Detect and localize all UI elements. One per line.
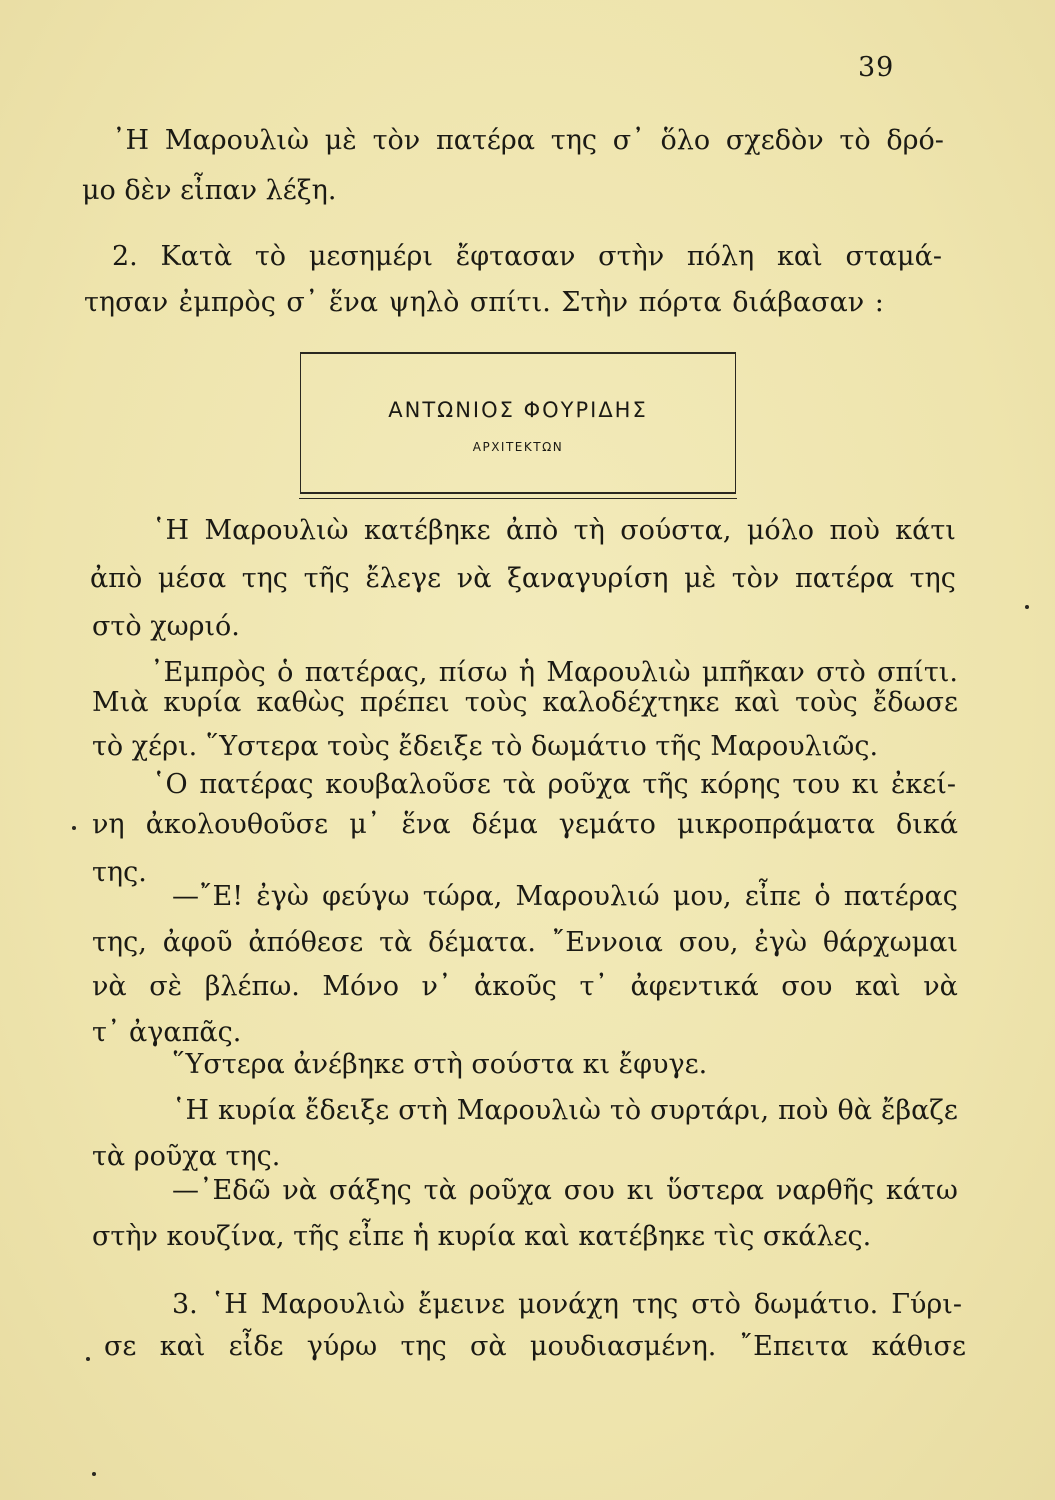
text-line [92, 926, 958, 960]
word: Μιὰ [92, 687, 149, 718]
word: τὰ [502, 769, 536, 800]
text-line [92, 610, 240, 644]
word: Μαρουλιὼ [164, 125, 309, 156]
text-line [82, 174, 336, 208]
word: σούστα, [620, 515, 732, 546]
word: ἔμεινε [417, 1289, 505, 1320]
word: εἶπε [744, 881, 802, 912]
word: ἐγὼ [754, 927, 807, 958]
word: καὶ [734, 687, 781, 718]
word: καὶ [776, 241, 823, 272]
word: σου [563, 1175, 615, 1206]
word: πατέρα [794, 563, 894, 594]
word: τὸν [372, 125, 421, 156]
word: ῾Η [152, 515, 190, 546]
word: δικά [896, 809, 958, 840]
word: της [909, 563, 956, 594]
word: σε [104, 1331, 137, 1362]
word: τῆς [642, 769, 689, 800]
sign-name: ΑΝΤΩΝΙΟΣ ΦΟΥΡΙΔΗΣ [388, 398, 648, 422]
text-line [92, 856, 147, 890]
word: ποὺ [778, 1095, 829, 1126]
text-line [152, 514, 956, 548]
word: μικροπράματα [677, 809, 875, 840]
print-speck [72, 826, 76, 830]
word: κι [851, 769, 880, 800]
word: μου, [672, 881, 732, 912]
word: ἀπόθεσε [248, 927, 364, 958]
sign-title: ΑΡΧΙΤΕΚΤΩΝ [472, 440, 564, 454]
text-line [152, 768, 956, 802]
word: Γύρι- [891, 1289, 962, 1320]
word: μ᾿ [349, 809, 381, 840]
word: στὴ [398, 1095, 448, 1126]
word: κυρία [218, 1095, 297, 1126]
word: θὰ [837, 1095, 872, 1126]
word: κάτω [885, 1175, 958, 1206]
word: σάξης [328, 1175, 412, 1206]
word: κυρία [163, 687, 242, 718]
word: νὰ [92, 971, 127, 1002]
word: μπῆκαν [701, 657, 805, 688]
word: τὸ χέρι. ῞Υστερα τοὺς ἔδειξε τὸ δωμάτιο τῆς Μαρουλιῶς. [92, 731, 879, 762]
nameplate-sign [300, 352, 736, 494]
word: καλοδέχτηκε [542, 687, 720, 718]
word: ν᾿ [421, 971, 452, 1002]
word: μέσα [157, 563, 227, 594]
word: τῆς [303, 563, 350, 594]
print-speck [1025, 605, 1029, 609]
word: νὰ [282, 1175, 318, 1206]
word: γεμάτο [558, 809, 656, 840]
word: σταμά- [845, 241, 942, 272]
word: σχεδὸν [725, 125, 824, 156]
word: της [550, 125, 598, 156]
word: ἔβαζε [880, 1095, 958, 1126]
word: σὲ [149, 971, 183, 1002]
word: ροῦχα [547, 769, 631, 800]
word: Μαρουλιὼ [546, 657, 691, 688]
word: νὰ [923, 971, 958, 1002]
word: σ᾿ [286, 287, 319, 318]
word: της. [92, 857, 147, 888]
word: στὸ [691, 1289, 741, 1320]
word: ἕνα [401, 809, 451, 840]
word: ποὺ [829, 515, 880, 546]
text-line [92, 730, 878, 764]
word: —῎Ε! [172, 881, 244, 912]
word: της [400, 1331, 447, 1362]
word: τοὺς [795, 687, 858, 718]
word: ξαναγυρίση [507, 563, 669, 594]
word: στὸ χωριό. [92, 611, 240, 642]
word: Μαρουλιὼ [456, 1095, 601, 1126]
word: στὴν [598, 241, 665, 272]
word: Μαρουλιὼ [260, 1289, 405, 1320]
word: πόλη [686, 241, 755, 272]
word: στὴν κουζίνα, τῆς εἶπε ἡ κυρία καὶ κατέβηκε τὶς σκάλες. [92, 1221, 872, 1252]
word: ᾿Η [112, 125, 150, 156]
word: τοὺς [464, 687, 528, 718]
word: κατέβηκε [363, 515, 491, 546]
text-line [150, 656, 958, 690]
word: κόρης [700, 769, 781, 800]
word: ῞Υστερα ἀνέβηκε στὴ σούστα κι ἔφυγε. [172, 1049, 708, 1080]
word: μονάχη [517, 1289, 619, 1320]
word: τὸ [609, 1095, 642, 1126]
word: ὁ [814, 881, 831, 912]
print-speck [86, 1357, 90, 1361]
word: δωμάτιο. [753, 1289, 879, 1320]
word: Κατὰ [160, 241, 233, 272]
word: πατέρας, [304, 657, 428, 688]
word: ἕνα [328, 287, 379, 318]
text-line [112, 124, 944, 158]
word: ῾Ο [152, 769, 188, 800]
word: τώρα, [422, 881, 503, 912]
word: ἀπὸ [506, 515, 559, 546]
text-line [92, 1140, 280, 1174]
word: μουδιασμένη. [529, 1331, 717, 1362]
word: ἡ [518, 657, 536, 688]
text-line [84, 286, 884, 320]
word: ἔδωσε [872, 687, 958, 718]
word: σου, [678, 927, 739, 958]
word: της, [92, 927, 147, 958]
word: ἀκοῦς [474, 971, 557, 1002]
word: ῎Εννοια [551, 927, 663, 958]
word: κι [626, 1175, 655, 1206]
word: κάθισε [871, 1331, 966, 1362]
word: ἔφτασαν [455, 241, 576, 272]
word: τὰ [423, 1175, 457, 1206]
word: πατέρας [199, 769, 314, 800]
word: Μόνο [322, 971, 399, 1002]
word: 2. [112, 241, 138, 272]
word: νη [92, 809, 125, 840]
word: ὁ [277, 657, 294, 688]
word: συρτάρι, [650, 1095, 770, 1126]
word: σὰ [469, 1331, 507, 1362]
word: της [631, 1289, 679, 1320]
word: πόρτα [638, 287, 722, 318]
word: στὸ [816, 657, 866, 688]
word: ῾Η [172, 1095, 210, 1126]
word: ὕστερα [666, 1175, 764, 1206]
word: κουβαλοῦσε [325, 769, 491, 800]
word: δέμα [471, 809, 538, 840]
word: τησαν [84, 287, 169, 318]
word: —᾿Εδῶ [172, 1175, 271, 1206]
word: καθὼς [256, 687, 345, 718]
word: διάβασαν [732, 287, 865, 318]
word: ἀφεντικά [630, 971, 759, 1002]
text-line [92, 1016, 241, 1050]
word: βλέπω. [204, 971, 300, 1002]
text-line [104, 1330, 966, 1364]
word: ὅλο [660, 125, 711, 156]
text-line [92, 808, 958, 842]
word: του [792, 769, 840, 800]
word: τὴ [573, 515, 605, 546]
page-number: 39 [858, 52, 895, 83]
print-speck [92, 1472, 96, 1476]
word: τ᾿ ἀγαπᾶς. [92, 1017, 242, 1048]
word: δρό- [886, 125, 944, 156]
word: : [874, 287, 884, 318]
text-line [112, 240, 942, 274]
word: της [241, 563, 288, 594]
word: μο δὲν εἶπαν λέξη. [82, 175, 337, 206]
word: τ᾿ [579, 971, 608, 1002]
text-line [92, 1220, 871, 1254]
word: Μαρουλιὼ [204, 515, 349, 546]
word: ἐκεί- [890, 769, 956, 800]
text-line [92, 970, 958, 1004]
word: εἶδε [228, 1331, 284, 1362]
word: 3. [172, 1289, 198, 1320]
word: ἐμπρὸς [178, 287, 276, 318]
word: ῾Η [210, 1289, 248, 1320]
word: καὶ [159, 1331, 206, 1362]
word: ναρθῆς [775, 1175, 874, 1206]
word: ἐγὼ [256, 881, 309, 912]
word: γύρω [306, 1331, 378, 1362]
word: μὲ [324, 125, 357, 156]
word: καὶ [854, 971, 901, 1002]
word: τὰ ροῦχα της. [92, 1141, 281, 1172]
word: ἀπὸ [90, 563, 143, 594]
text-line [172, 880, 958, 914]
word: ἀφοῦ [162, 927, 233, 958]
word: τὰ [379, 927, 413, 958]
word: ἔδειξε [305, 1095, 390, 1126]
word: πατέρα [435, 125, 535, 156]
text-line [172, 1174, 958, 1208]
text-line [92, 686, 958, 720]
text-line [172, 1288, 962, 1322]
word: μόλο [746, 515, 815, 546]
word: ροῦχα [468, 1175, 552, 1206]
text-line [172, 1048, 707, 1082]
word: σου [781, 971, 833, 1002]
word: τὸ [254, 241, 287, 272]
word: σπίτι. [877, 657, 958, 688]
word: σ᾿ [612, 125, 645, 156]
word: φεύγω [322, 881, 410, 912]
word: μὲ [684, 563, 717, 594]
text-line [90, 562, 956, 596]
word: δέματα. [428, 927, 536, 958]
word: πίσω [438, 657, 508, 688]
word: τὸν [731, 563, 780, 594]
word: Στὴν [561, 287, 628, 318]
word: θάρχωμαι [822, 927, 958, 958]
word: ᾿Εμπρὸς [150, 657, 266, 688]
word: μεσημέρι [308, 241, 433, 272]
text-line [172, 1094, 958, 1128]
word: κάτι [895, 515, 956, 546]
word: πρέπει [359, 687, 450, 718]
word: Μαρουλιώ [515, 881, 660, 912]
word: ἔλεγε [365, 563, 442, 594]
word: τὸ [839, 125, 871, 156]
word: νὰ [456, 563, 492, 594]
word: ψηλὸ [388, 287, 460, 318]
word: ῎Επειτα [739, 1331, 849, 1362]
word: ἀκολουθοῦσε [145, 809, 329, 840]
word: πατέρας [843, 881, 958, 912]
word: σπίτι. [469, 287, 551, 318]
